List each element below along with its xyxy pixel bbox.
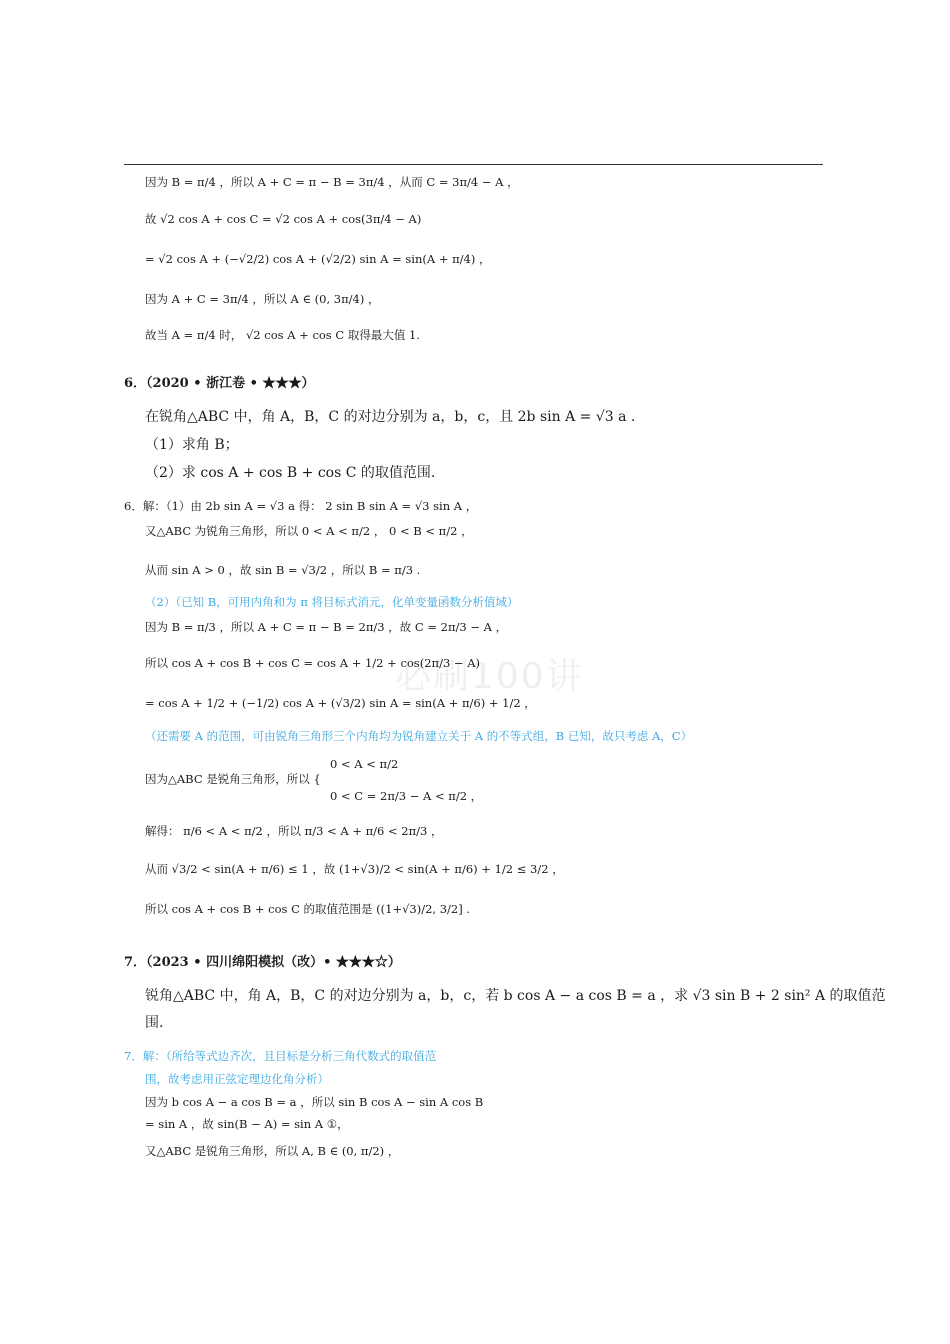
solution-line: 6．解：（1）由 2b sin A = √3 a 得： 2 sin B sin A = √3 sin A ， (124, 499, 478, 513)
problem-heading: 7．（2023 • 四川绵阳模拟（改）• ★★★☆） (124, 955, 401, 970)
watermark: 必刷100讲 (395, 656, 584, 697)
solution-note: （还需要 A 的范围，可由锐角三角形三个内角均为锐角建立关于 A 的不等式组，B 已知，故只考虑 A，C） (145, 729, 693, 743)
header-rule (124, 164, 823, 165)
solution-line: 所以 cos A + cos B + cos C = cos A + 1/2 + cos(2π/3 − A) (145, 656, 480, 670)
solution-line: 故当 A = π/4 时， √2 cos A + cos C 取得最大值 1. (145, 328, 420, 342)
solution-line: 从而 √3/2 < sin(A + π/6) ≤ 1 ，故 (1+√3)/2 < sin(A + π/6) + 1/2 ≤ 3/2 ， (145, 862, 564, 876)
solution-line: 所以 cos A + cos B + cos C 的取值范围是 ((1+√3)/2, 3/2] . (145, 902, 471, 916)
solution-note: 围，故考虑用正弦定理边化角分析） (145, 1072, 329, 1086)
problem-part: （2）求 cos A + cos B + cos C 的取值范围. (145, 465, 436, 481)
solution-line: 因为 b cos A − a cos B = a ，所以 sin B cos A − sin A cos B (145, 1095, 484, 1109)
solution-line: 从而 sin A > 0 ，故 sin B = √3/2 ，所以 B = π/3 . (145, 563, 421, 577)
solution-line: = √2 cos A + (−√2/2) cos A + (√2/2) sin A = sin(A + π/4) ， (145, 252, 491, 266)
solution-line: 因为 A + C = 3π/4 ，所以 A ∈ (0, 3π/4) ， (145, 292, 380, 306)
solution-line: 又△ABC 是锐角三角形，所以 A, B ∈ (0, π/2) ， (145, 1144, 400, 1158)
solution-line: 解得： π/6 < A < π/2 ，所以 π/3 < A + π/6 < 2π/3 ， (145, 824, 443, 838)
solution-line: 因为 B = π/4 ，所以 A + C = π − B = 3π/4 ，从而 C = 3π/4 − A ， (145, 175, 519, 189)
problem-part: （1）求角 B； (145, 437, 239, 453)
solution-line: = cos A + 1/2 + (−1/2) cos A + (√3/2) sin A = sin(A + π/6) + 1/2 ， (145, 696, 536, 710)
inequality-row: 0 < A < π/2 (330, 757, 399, 771)
problem-text: 在锐角△ABC 中，角 A，B，C 的对边分别为 a，b，c，且 2b sin A = √3 a . (145, 409, 636, 425)
solution-line: 因为△ABC 是锐角三角形，所以 { (145, 772, 321, 786)
problem-text: 围. (145, 1015, 164, 1031)
solution-line: = sin A ，故 sin(B − A) = sin A ①， (145, 1117, 349, 1131)
inequality-row: 0 < C = 2π/3 − A < π/2 ， (330, 789, 483, 803)
problem-text: 锐角△ABC 中，角 A，B，C 的对边分别为 a，b，c，若 b cos A − a cos B = a ，求 √3 sin B + 2 sin² A 的取值范 (145, 988, 886, 1004)
problem-heading: 6．（2020 • 浙江卷 • ★★★） (124, 376, 315, 391)
solution-line: 又△ABC 为锐角三角形，所以 0 < A < π/2 ， 0 < B < π/2 ， (145, 524, 473, 538)
solution-note: 7．解：（所给等式边齐次，且目标是分析三角代数式的取值范 (124, 1049, 437, 1063)
solution-line: 故 √2 cos A + cos C = √2 cos A + cos(3π/4 − A) (145, 212, 422, 226)
solution-line: 因为 B = π/3 ，所以 A + C = π − B = 2π/3 ，故 C = 2π/3 − A ， (145, 620, 508, 634)
solution-note: （2）（已知 B，可用内角和为 π 将目标式消元，化单变量函数分析值域） (145, 595, 519, 609)
